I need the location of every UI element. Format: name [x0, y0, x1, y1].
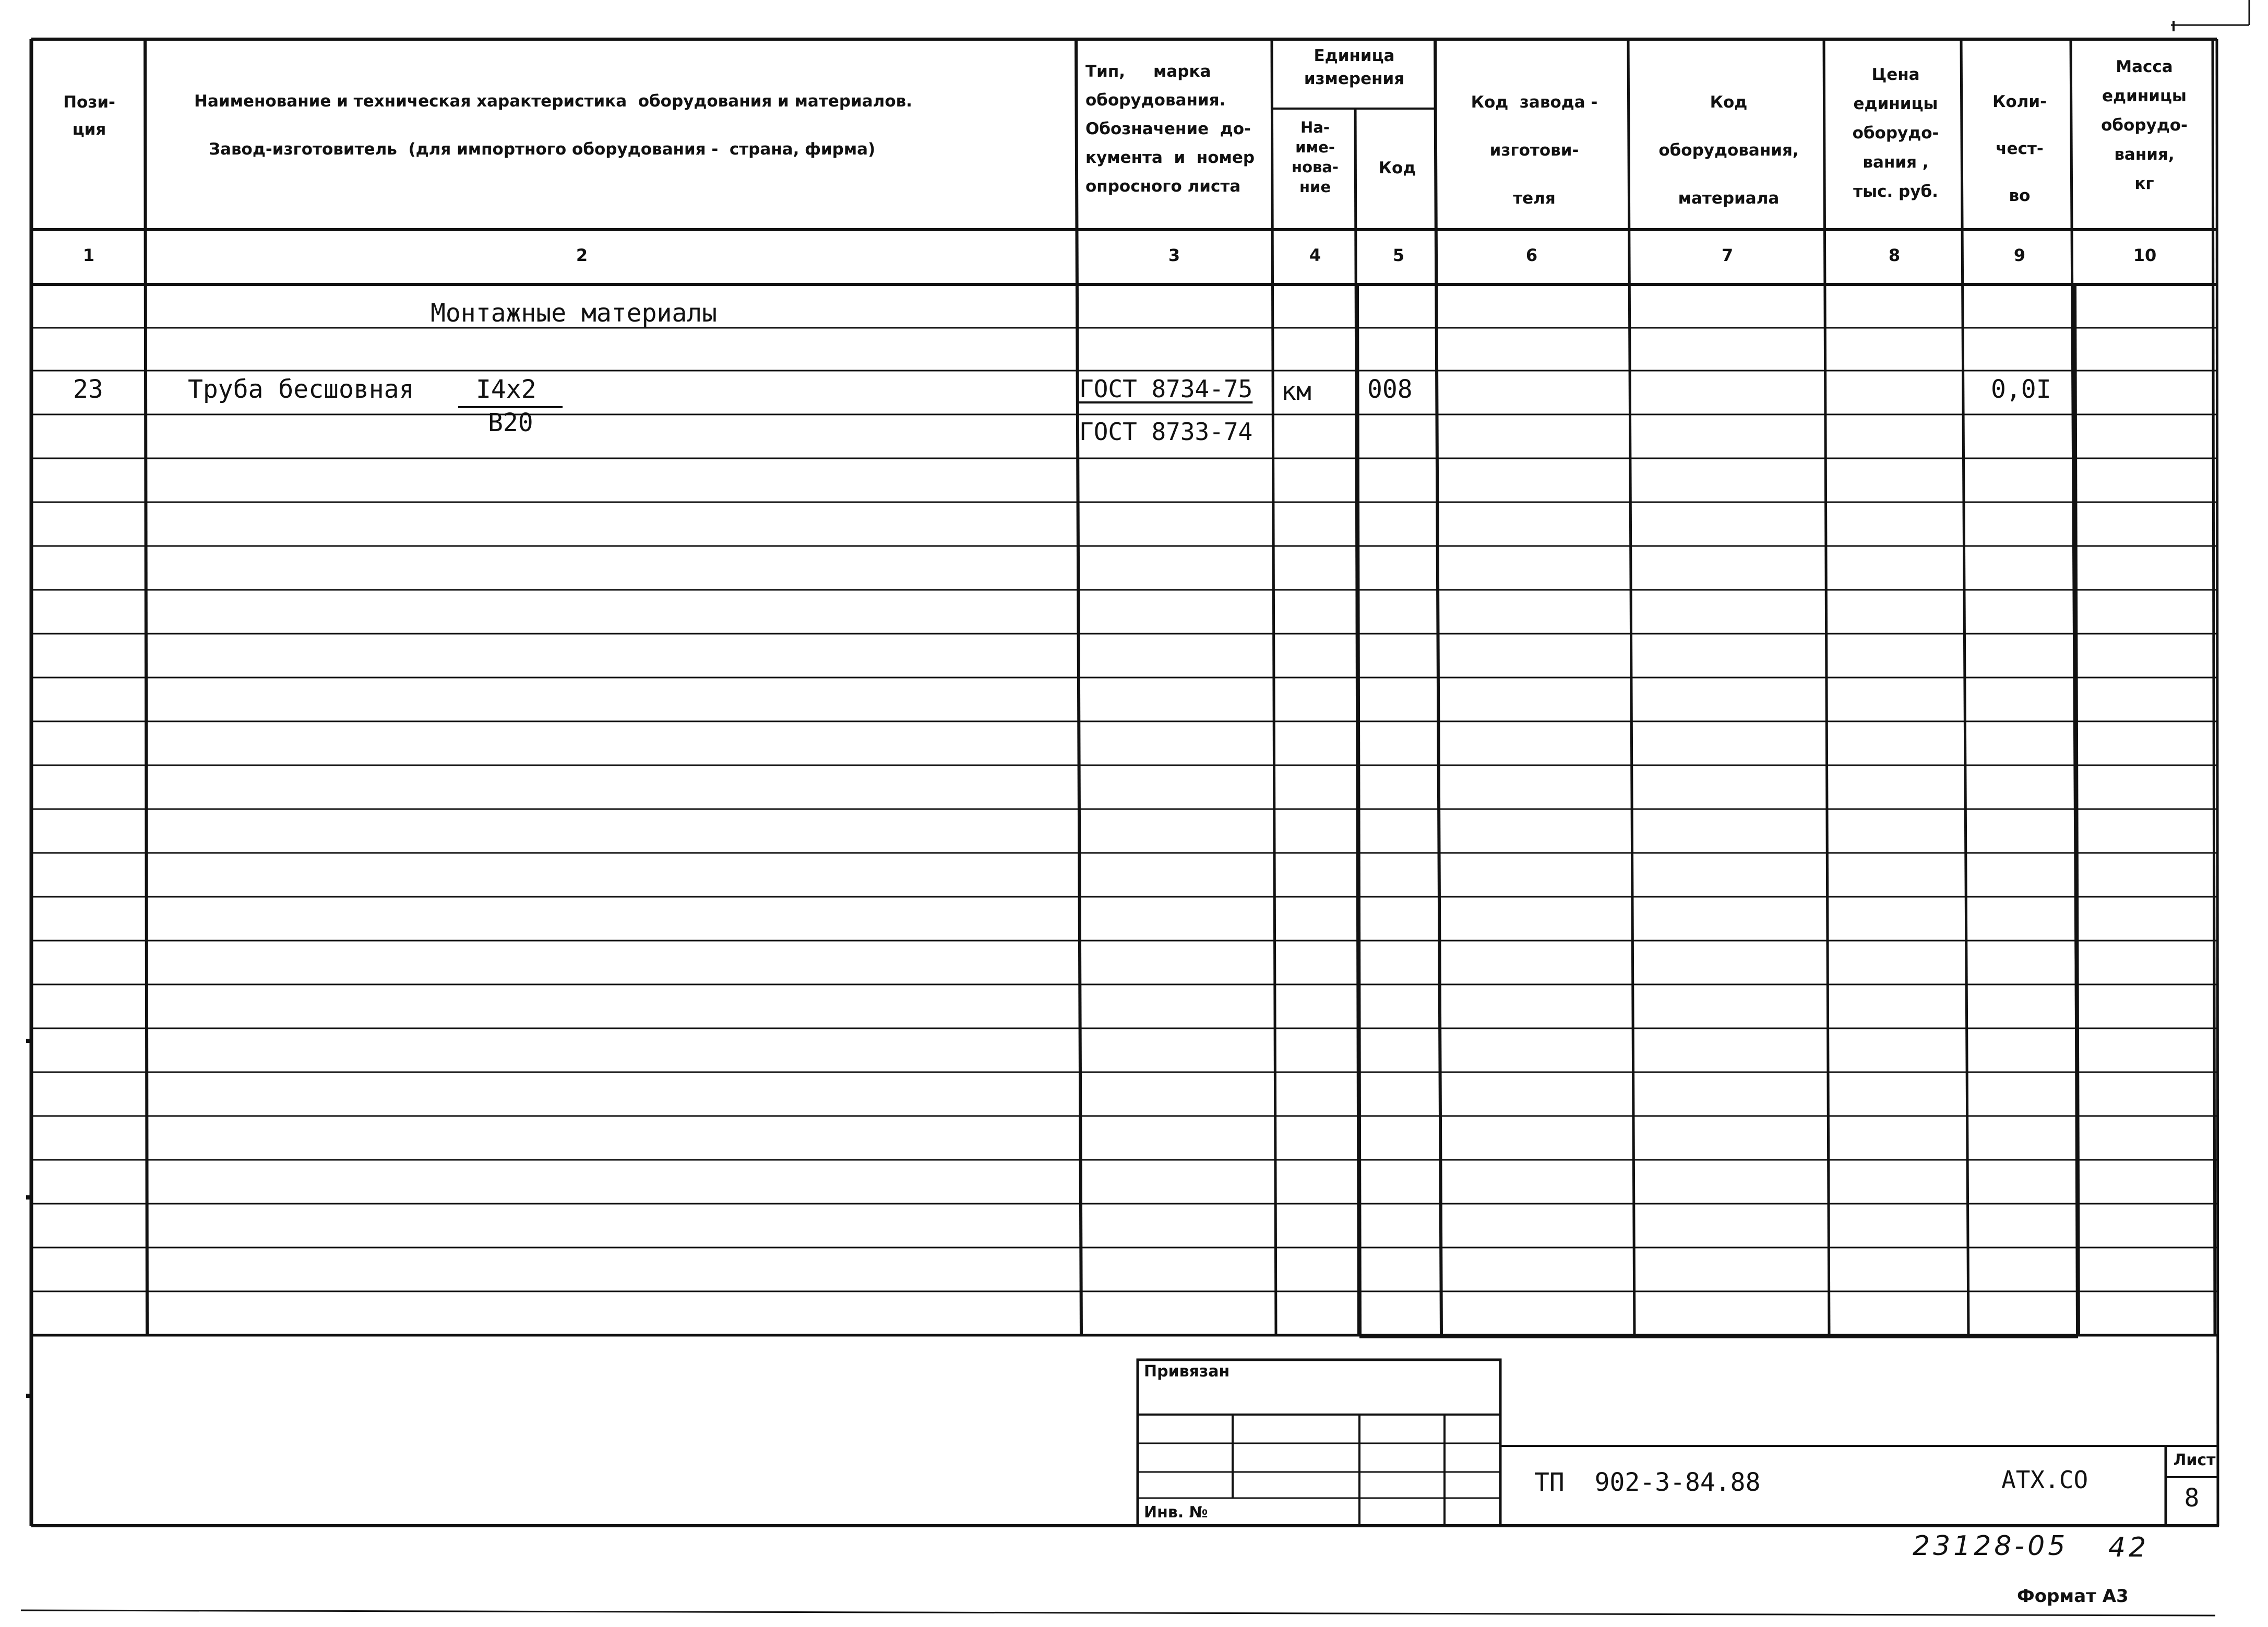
stamp-sheet-number: 8	[2184, 1483, 2200, 1513]
header-unit-code: Код	[1378, 159, 1416, 177]
header-quantity: Коли- чест- во	[1992, 92, 2047, 205]
column-number-9: 9	[2013, 245, 2026, 265]
stamp-tied-label: Привязан	[1144, 1362, 1230, 1381]
header-name-line2: Завод-изготовитель (для импортного оборудования - страна, фирма)	[209, 140, 876, 159]
row-unit-code: 008	[1367, 375, 1413, 404]
row-size-bottom: B20	[488, 408, 533, 437]
column-number-8: 8	[1888, 245, 1901, 265]
column-number-4: 4	[1309, 245, 1321, 265]
row-doc-line1: ГОСТ 8734-75	[1079, 375, 1253, 403]
header-unit-name: На- име- нова- ние	[1292, 118, 1339, 196]
row-size-top: I4x2	[476, 375, 536, 404]
column-number-6: 6	[1525, 245, 1538, 265]
stamp-doc-code: АТХ.СО	[2001, 1466, 2088, 1494]
row-name: Труба бесшовная	[188, 375, 414, 404]
header-price: Цена единицы оборудо- вания , тыс. руб.	[1852, 65, 1939, 201]
footer-handwritten-code: 23128-05	[1913, 1530, 2069, 1562]
header-equipment-code: Код оборудования, материала	[1658, 93, 1799, 208]
column-number-5: 5	[1392, 245, 1405, 265]
row-position: 23	[73, 375, 103, 404]
row-quantity: 0,0I	[1991, 375, 2051, 404]
row-doc-line2: ГОСТ 8733-74	[1079, 418, 1253, 446]
stamp-sheet-label: Лист	[2173, 1451, 2216, 1469]
header-position: Пози- ция	[63, 93, 115, 139]
header-factory-code: Код завода - изготови- теля	[1471, 93, 1598, 208]
stamp-project-code: ТП 902-3-84.88	[1534, 1468, 1761, 1497]
footer-handwritten-page: 42	[2108, 1532, 2150, 1563]
column-number-10: 10	[2133, 245, 2157, 265]
column-number-2: 2	[576, 245, 588, 265]
column-number-7: 7	[1721, 245, 1734, 265]
column-number-3: 3	[1168, 245, 1180, 265]
header-mass: Масса единицы оборудо- вания, кг	[2101, 57, 2188, 193]
header-type: Тип, марка оборудования. Обозначение до- кумента и номер опросного листа	[1085, 62, 1255, 196]
footer-format-label: Формат А3	[2017, 1586, 2129, 1607]
header-name-line1: Наименование и техническая характеристика оборудования и материалов.	[194, 92, 913, 111]
header-unit-group: Единица измерения	[1304, 46, 1405, 88]
section-title: Монтажные материалы	[431, 299, 718, 328]
column-number-1: 1	[82, 245, 95, 265]
stamp-inv-label: Инв. №	[1144, 1503, 1208, 1522]
row-unit-name: км	[1281, 377, 1311, 406]
